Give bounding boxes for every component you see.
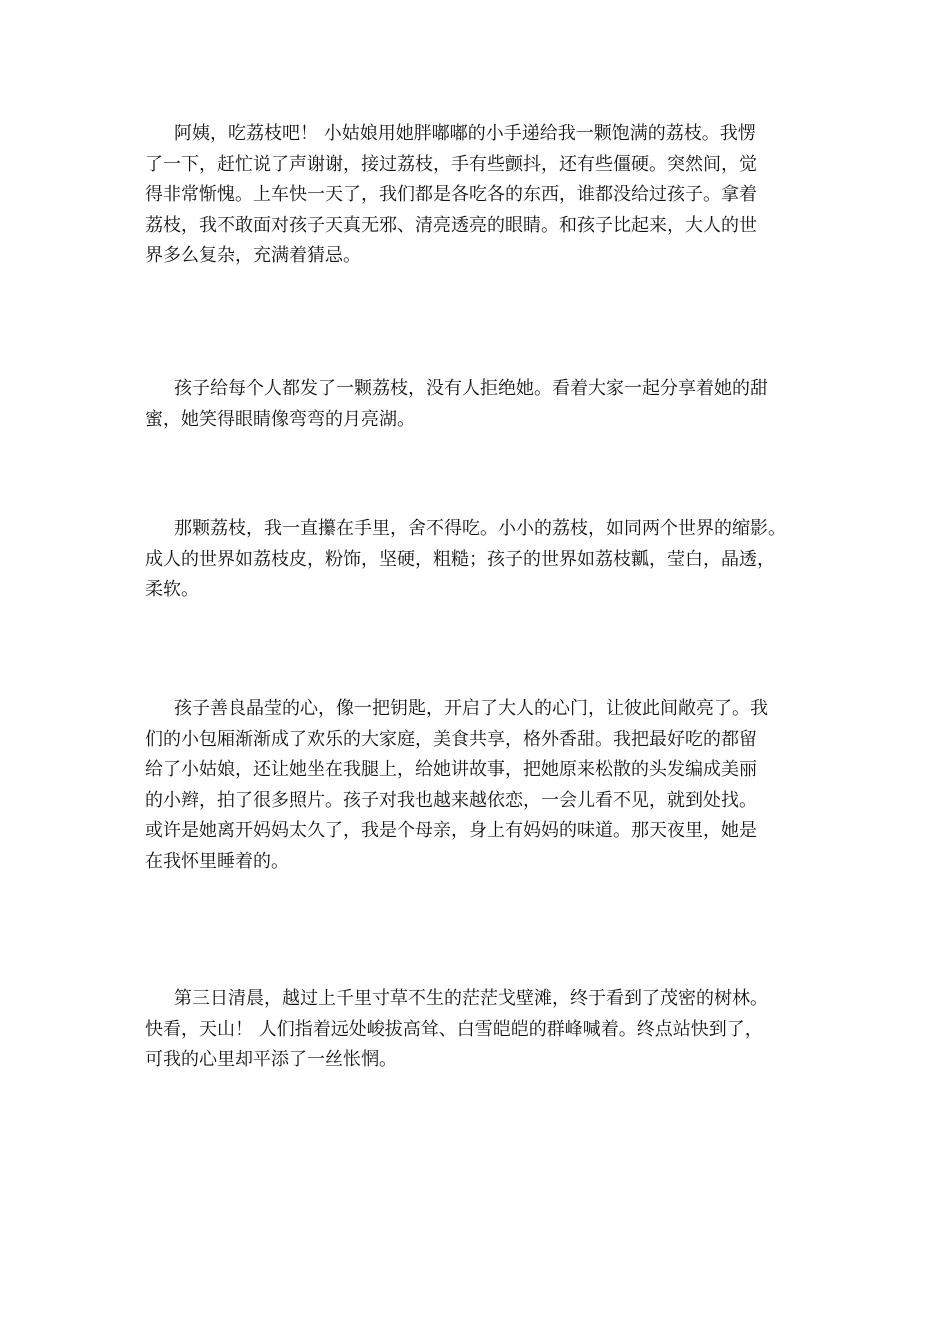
paragraph-line: 孩子善良晶莹的心，像一把钥匙，开启了大人的心门，让彼此间敞亮了。我 xyxy=(174,698,768,719)
paragraph-line: 荔枝，我不敢面对孩子天真无邪、清亮透亮的眼睛。和孩子比起来，大人的世 xyxy=(145,214,757,236)
paragraph-line: 给了小姑娘，还让她坐在我腿上，给她讲故事，把她原来松散的头发编成美丽 xyxy=(145,759,757,780)
paragraph-4 xyxy=(145,694,768,877)
paragraph-line: 得非常惭愧。上车快一天了，我们都是各吃各的东西，谁都没给过孩子。拿着 xyxy=(145,184,757,205)
paragraph-line: 了一下，赶忙说了声谢谢，接过荔枝，手有些颤抖，还有些僵硬。突然间，觉 xyxy=(145,153,757,175)
paragraph-line: 的小辫，拍了很多照片。孩子对我也越来越依恋，一会儿看不见，就到处找。 xyxy=(145,789,757,811)
paragraph-line: 孩子给每个人都发了一颗荔枝，没有人拒绝她。看着大家一起分享着她的甜 xyxy=(174,378,768,399)
paragraph-line: 第三日清晨，越过上千里寸草不生的茫茫戈壁滩，终于看到了茂密的树林。 xyxy=(174,988,768,1009)
paragraph-line: 快看，天山！ 人们指着远处峻拔高耸、白雪皑皑的群峰喊着。终点站快到了， xyxy=(145,1018,763,1040)
paragraph-line: 阿姨，吃荔枝吧！ 小姑娘用她胖嘟嘟的小手递给我一颗饱满的荔枝。我愣 xyxy=(174,123,756,144)
paragraph-line: 或许是她离开妈妈太久了，我是个母亲，身上有妈妈的味道。那天夜里，她是 xyxy=(145,820,757,841)
paragraph-line: 柔软。 xyxy=(145,579,199,600)
paragraph-3 xyxy=(145,514,786,606)
paragraph-line: 在我怀里睡着的。 xyxy=(145,850,289,872)
paragraph-line: 成人的世界如荔枝皮，粉饰，坚硬，粗糙；孩子的世界如荔枝瓤，莹白，晶透， xyxy=(145,548,775,570)
paragraph-line: 可我的心里却平添了一丝怅惘。 xyxy=(145,1049,397,1070)
paragraph-line: 界多么复杂，充满着猜忌。 xyxy=(145,245,361,266)
paragraph-line: 们的小包厢渐渐成了欢乐的大家庭，美食共享，格外香甜。我把最好吃的都留 xyxy=(145,728,757,750)
paragraph-5 xyxy=(145,984,768,1076)
paragraph-2 xyxy=(145,374,768,435)
paragraph-1 xyxy=(145,119,757,272)
paragraph-line: 蜜，她笑得眼睛像弯弯的月亮湖。 xyxy=(145,408,415,430)
paragraph-line: 那颗荔枝，我一直攥在手里，舍不得吃。小小的荔枝，如同两个世界的缩影。 xyxy=(174,518,786,539)
